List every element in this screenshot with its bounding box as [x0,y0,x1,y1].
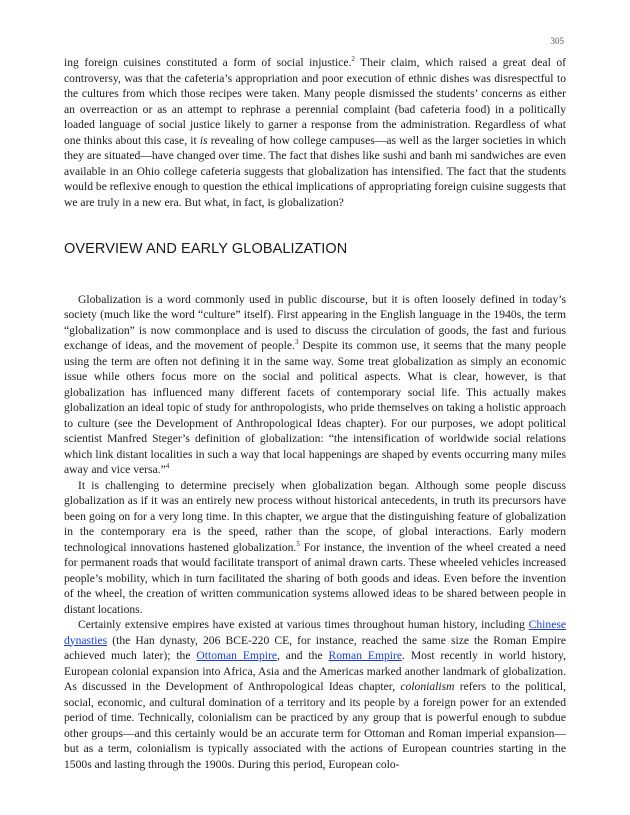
paragraph-definition [64,292,566,478]
text: ing foreign cuisines constituted a form of social injustice. [64,56,352,69]
emphasis: is [199,133,208,147]
link-ottoman-empire[interactable]: Ottoman Empire [196,649,277,662]
text: (the Han dynasty, 206 BCE-220 CE, for instance, reached the same size the Roman Empire achieved much later); the [64,633,566,662]
footnote-ref[interactable]: 4 [165,462,170,471]
text: Their claim, which raised a great deal of controversy, was that the cafeteria’s appropriation and poor execution of ethnic dishes was disrespectful to the cultures from which those recipes were taken. Many people dismissed the students’ concerns as either an overreaction or as an attempt to rephrase a perennial complaint (bad cafeteria food) in a politically loaded language of social justice likely to garner a response from the administration. Regardless of what one thinks about this case, it [64,56,566,147]
paragraph-origins [64,478,566,618]
footnote-ref[interactable]: 3 [294,338,299,347]
section-heading: OVERVIEW AND EARLY GLOBALIZATION [64,241,348,257]
text: . Most recently in world history, European colonial expansion into Africa, Asia and the Americas marked another landmark of globalization. As discussed in the Development of Anthropological Ideas chapter, [64,649,566,693]
footnote-ref[interactable]: 2 [351,55,355,64]
page-body [64,55,566,772]
paragraph-empires [64,617,566,772]
text: refers to the political, social, economic, and cultural domination of a territory and its people by a foreign power for an extended period of time. Technically, colonialism can be practiced by any group that is powerful enough to subdue other groups—and this certainly would be an accurate term for Ottoman and Roman imperial expansion—but as a term, colonialism is typically associated with the actions of European countries starting in the 1500s and lasting through the 1900s. During this period, European colo- [64,680,566,771]
text: revealing of how college campuses—as well as the larger societies in which they are situated—have changed over time. The fact that dishes like sushi and banh mi sandwiches are even available in an Ohio college cafeteria suggests that globalization has intensified. The fact that the students would be reflexive enough to question the ethical implications of appropriating foreign cuisine suggests that we are truly in a new era. But what, in fact, is globalization? [64,133,566,209]
link-roman-empire[interactable]: Roman Empire [328,649,403,662]
text: Despite its common use, it seems that the many people using the term are often not defining it in the same way. Some treat globalization as simply an economic issue while others focus more on the social and political aspects. What is clear, however, is that globalization has influenced many different facets of contemporary social life. This actually makes globalization an ideal topic of study for anthropologists, who pride themselves on taking a holistic approach to culture (see the Development of Anthropological Ideas chapter). For our purposes, we adopt political scientist Manfred Steger’s definition of globalization: “the intensification of worldwide social relations which link distant localities in such a way that local happenings are shaped by events occurring many miles away and vice versa.” [64,339,567,476]
text: , and the [277,649,329,662]
footnote-ref[interactable]: 5 [296,539,300,548]
page-number: 305 [550,36,564,46]
text: It is challenging to determine precisely when globalization began. Although some people discuss globalization as if it was an entirely new process without historical antecedents, in truth its precursors have been going on for a very long time. In this chapter, we argue that the distinguishing feature of globalization in the contemporary era is the speed, rather than the scope, of global interactions. Early modern technological innovations hastened globalization. [64,478,566,554]
text: For instance, the invention of the wheel created a need for permanent roads that would facilitate transport of animal drawn carts. These wheeled vehicles increased people’s mobility, which in turn facilitated the sharing of both goods and ideas. Even before the invention of the wheel, the creation of written communication systems allowed ideas to be shared between people in distant locations. [64,540,566,616]
link-chinese-dynasties[interactable]: Chinese dynasties [64,618,566,647]
text: Certainly extensive empires have existed at various times throughout human history, including [78,618,529,631]
text: Globalization is a word commonly used in public discourse, but it is often loosely defined in today’s society (much like the word “culture” itself). First appearing in the English language in the 1940s, the term “globalization” is now commonplace and is used to discuss the circulation of goods, the fast and furious exchange of ideas, and the movement of people. [64,292,566,352]
emphasis-term: colonialism [400,680,455,693]
paragraph-intro [64,55,566,210]
